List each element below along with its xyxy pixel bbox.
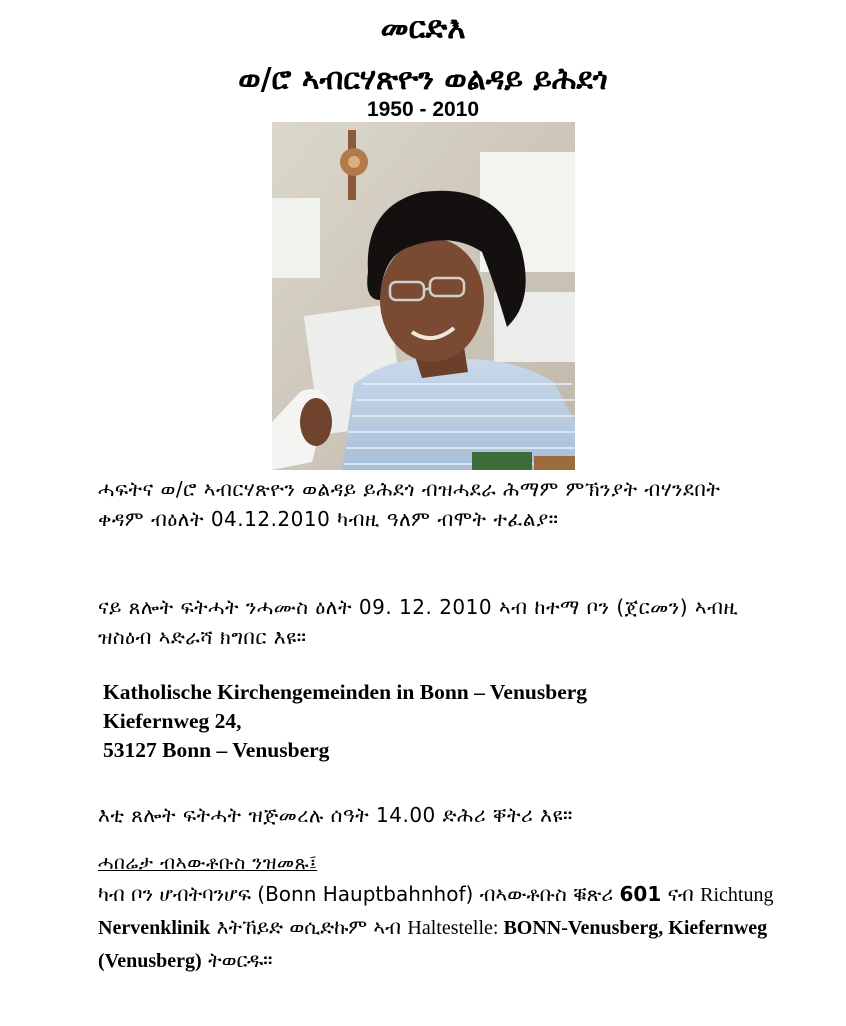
transport-text: ካብ ቦን ሆብትባንሆፍ (Bonn Hauptbahnhof) ብኣውቶቡስ ቑጽሪ: [98, 882, 620, 906]
transport-text: ትወርዱ።: [201, 948, 273, 972]
bus-number: 601: [619, 882, 662, 906]
address-line: 53127 Bonn – Venusberg: [103, 738, 330, 762]
transport-text: Richtung: [700, 884, 774, 906]
transport-text: Haltestelle:: [407, 917, 504, 939]
destination-name: Nervenklinik: [98, 917, 211, 939]
transport-heading: ሓበሬታ ብኣውቶቡስ ንዝመጹ፤: [98, 852, 318, 874]
transport-instructions: [98, 878, 798, 977]
portrait-photo: [272, 122, 575, 470]
time-paragraph: እቲ ጸሎት ፍትሓት ዝጅመረሉ ሰዓት 14.00 ድሕሪ ቐትሪ እዩ።: [98, 803, 573, 827]
transport-text: ናብ: [661, 882, 701, 906]
deceased-name: ወ/ሮ ኣብርሃጽዮን ወልዳይ ይሕደጎ: [238, 62, 608, 97]
transport-text: እትኸይድ ወሲድኩም ኣብ: [210, 915, 408, 939]
address-line: Katholische Kirchengemeinden in Bonn – Venusberg: [103, 680, 588, 704]
life-years: 1950 - 2010: [366, 98, 480, 121]
prayer-paragraph: ናይ ጸሎት ፍትሓት ንሓሙስ ዕለት 09. 12. 2010 ኣብ ከተማ ቦን (ጀርመን) ኣብዚ ዝስዕብ ኣድራሻ ክግበር እዩ።: [98, 595, 739, 649]
address-block: [103, 678, 587, 765]
bus-stop-name: BONN-Venusberg, Kiefernweg (Venusberg): [98, 917, 768, 972]
title: መርድእ: [380, 10, 466, 46]
announcement-paragraph: ሓፍትና ወ/ሮ ኣብርሃጽዮን ወልዳይ ይሕደጎ ብዝሓደራ ሕማም ምኽንያት ብሃንደበት ቀዳም ብዕለት 04.12.2010 ካብዚ ዓለም ብሞት ተፈልያ።: [98, 477, 721, 531]
address-line: Kiefernweg 24,: [103, 709, 242, 733]
